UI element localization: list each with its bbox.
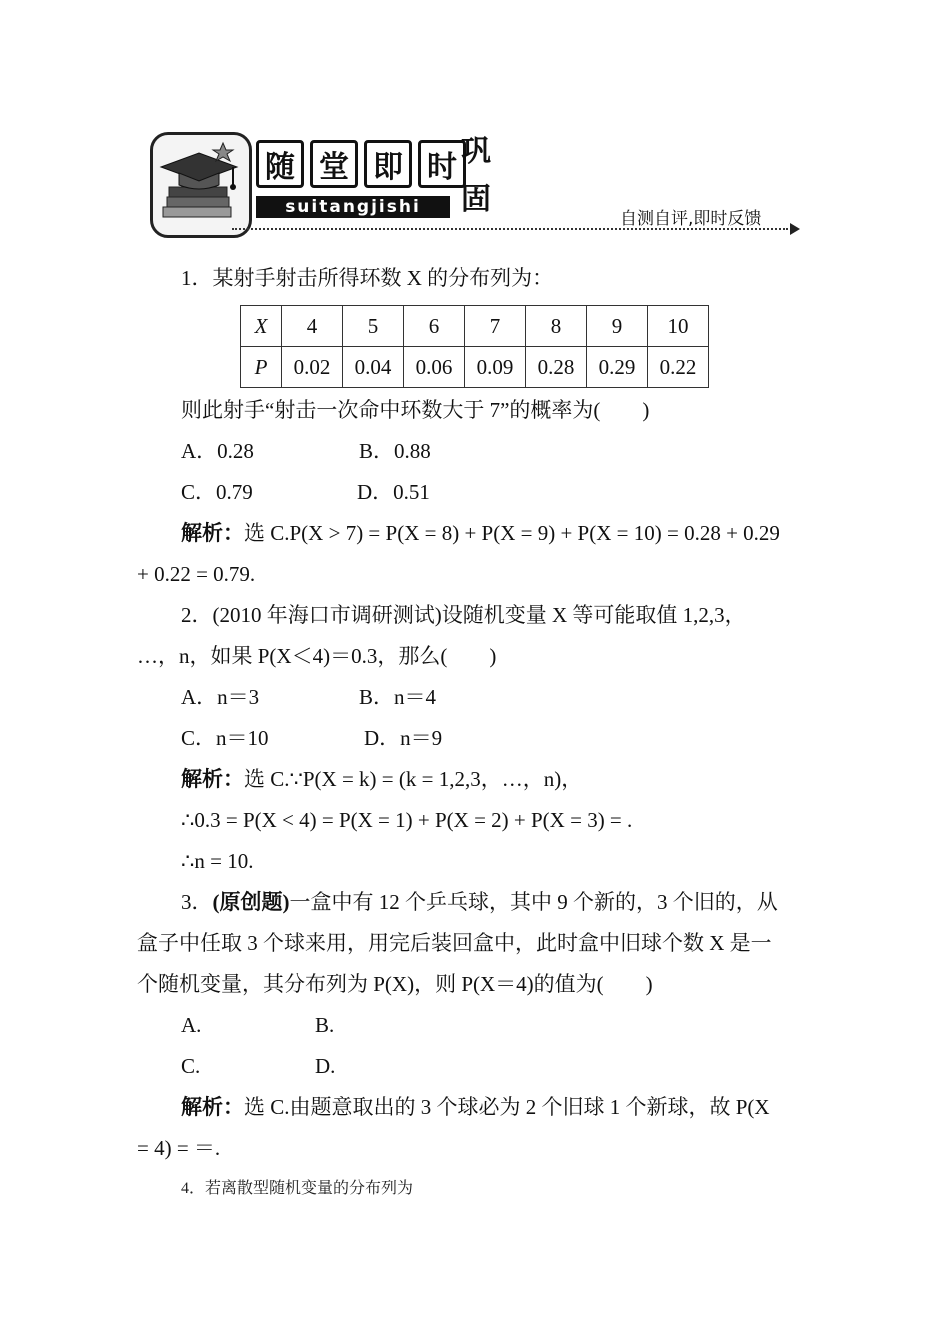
question-text: 一盒中有 12 个乒乓球，其中 9 个新的，3 个旧的，从 [289,890,778,914]
option-a: A．n＝3 [181,685,260,709]
banner-title-char: 随 [256,140,304,188]
option-d: D．0.51 [357,480,430,504]
option-b: B. [315,1013,335,1037]
option-a: A. [181,1013,202,1037]
banner-title-char: 时 [418,140,466,188]
question-source: (原创题) [212,890,290,914]
q2-analysis [137,759,817,800]
section-banner [150,128,810,240]
q1-stem: 1．某射手射击所得环数 X 的分布列为： [181,266,554,290]
q2-stem [137,595,817,636]
banner-title [256,140,466,188]
table-cell: 0.28 [526,347,587,388]
table-cell: 5 [343,306,404,347]
question-source: (2010 年海口市调研测试) [212,603,442,627]
q3-analysis [137,1087,817,1128]
option-c: C．n＝10 [181,726,269,750]
option-a: A．0.28 [181,439,254,463]
q1-analysis [137,513,817,554]
table-cell: 8 [526,306,587,347]
table-cell: 0.02 [282,347,343,388]
banner-side-char: 固 [461,182,491,217]
table-cell: P [241,347,282,388]
q3-options-row [137,1046,817,1087]
banner-title-char: 堂 [310,140,358,188]
option-d: D．n＝9 [364,726,443,750]
arrow-right-icon [790,223,800,235]
table-row [241,347,709,388]
q1-analysis-cont: + 0.22 = 0.79. [137,562,256,586]
q2-options-row [137,677,817,718]
banner-tagline: 自测自评,即时反馈 [620,209,762,229]
analysis-label: 解析： [181,1095,244,1119]
table-cell: X [241,306,282,347]
q2-analysis-cont: ∴n = 10. [181,849,254,873]
table-cell: 9 [587,306,648,347]
graduation-cap-books-icon [150,132,252,238]
q2-analysis-cont: ∴0.3 = P(X < 4) = P(X = 1) + P(X = 2) + P(X = 3) = . [181,808,633,832]
table-cell: 0.29 [587,347,648,388]
table-cell: 0.04 [343,347,404,388]
table-row [241,306,709,347]
analysis-text: 选 C.由题意取出的 3 个球必为 2 个旧球 1 个新球，故 P(X [244,1095,770,1119]
banner-side-chars [458,128,494,224]
table-cell: 10 [648,306,709,347]
banner-divider [232,228,788,230]
analysis-text: 选 C.P(X > 7) = P(X = 8) + P(X = 9) + P(X = 10) = 0.28 + 0.29 [244,521,780,545]
banner-side-char: 巩 [461,134,491,169]
analysis-text: 选 C.∵P(X = k) = (k = 1,2,3，…，n)， [244,767,583,791]
q4-stem: 4．若离散型随机变量的分布列为 [181,1180,414,1197]
q1-options-row [137,472,817,513]
table-cell: 0.09 [465,347,526,388]
table-cell: 0.06 [404,347,465,388]
question-number: 2． [181,603,213,627]
question-number: 3． [181,890,213,914]
q1-options-row [137,431,817,472]
q3-stem [137,882,817,923]
analysis-label: 解析： [181,767,244,791]
q3-analysis-cont: = 4) = ＝. [137,1136,221,1160]
banner-title-char: 即 [364,140,412,188]
q3-stem-cont: 个随机变量，其分布列为 P(X)，则 P(X＝4)的值为( ) [137,972,653,996]
table-cell: 6 [404,306,465,347]
q3-options-row [137,1005,817,1046]
banner-pinyin: suitangjishi [256,196,450,218]
q3-stem-cont: 盒子中任取 3 个球来用，用完后装回盒中，此时盒中旧球个数 X 是一 [137,931,772,955]
option-c: C．0.79 [181,480,253,504]
q1-question: 则此射手“射击一次命中环数大于 7”的概率为( ) [181,398,650,422]
option-c: C. [181,1054,201,1078]
table-cell: 0.22 [648,347,709,388]
exercise-content [137,258,817,1209]
q1-distribution-table [240,305,709,388]
option-b: B．n＝4 [359,685,437,709]
table-cell: 7 [465,306,526,347]
q2-options-row [137,718,817,759]
question-text: 设随机变量 X 等可能取值 1,2,3， [441,603,746,627]
option-d: D. [315,1054,336,1078]
option-b: B．0.88 [359,439,431,463]
q2-stem-cont: …，n，如果 P(X＜4)＝0.3，那么( ) [137,644,497,668]
analysis-label: 解析： [181,521,244,545]
table-cell: 4 [282,306,343,347]
